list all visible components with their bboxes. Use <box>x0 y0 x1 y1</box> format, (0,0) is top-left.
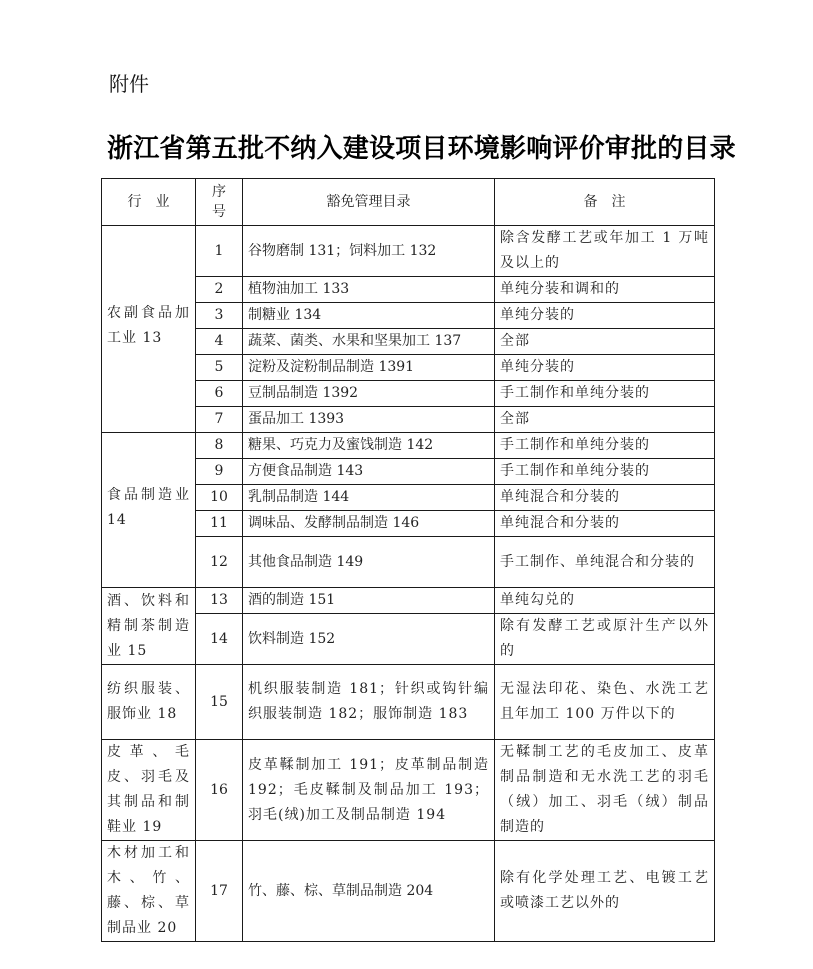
catalog-table <box>101 178 715 942</box>
row-number: 12 <box>196 537 243 588</box>
attachment-label: 附件 <box>109 72 149 96</box>
exempt-item: 淀粉及淀粉制品制造 1391 <box>243 355 495 381</box>
industry-cell: 农副食品加工业 13 <box>102 226 196 433</box>
remark: 手工制作、单纯混合和分装的 <box>495 537 715 588</box>
remark: 单纯混合和分装的 <box>495 511 715 537</box>
remark: 除含发酵工艺或年加工 1 万吨及以上的 <box>495 226 715 277</box>
header-number-line1: 序 <box>212 184 226 200</box>
remark: 单纯勾兑的 <box>495 588 715 614</box>
row-number: 1 <box>196 226 243 277</box>
row-number: 5 <box>196 355 243 381</box>
exempt-item: 机织服装制造 181；针织或钩针编织服装制造 182；服饰制造 183 <box>243 665 495 740</box>
exempt-item: 竹、藤、棕、草制品制造 204 <box>243 841 495 942</box>
row-number: 11 <box>196 511 243 537</box>
exempt-item: 酒的制造 151 <box>243 588 495 614</box>
remark: 无鞣制工艺的毛皮加工、皮革制品制造和无水洗工艺的羽毛（绒）加工、羽毛（绒）制品制造的 <box>495 740 715 841</box>
remark: 除有化学处理工艺、电镀工艺或喷漆工艺以外的 <box>495 841 715 942</box>
table-row <box>102 841 715 942</box>
row-number: 6 <box>196 381 243 407</box>
header-remarks: 备 注 <box>495 179 715 226</box>
remark: 手工制作和单纯分装的 <box>495 459 715 485</box>
remark: 无湿法印花、染色、水洗工艺且年加工 100 万件以下的 <box>495 665 715 740</box>
exempt-item: 豆制品制造 1392 <box>243 381 495 407</box>
industry-cell: 木材加工和木、竹、藤、棕、草制品业 20 <box>102 841 196 942</box>
table-row <box>102 433 715 459</box>
table-row <box>102 588 715 614</box>
remark: 手工制作和单纯分装的 <box>495 381 715 407</box>
row-number: 13 <box>196 588 243 614</box>
remark: 单纯分装和调和的 <box>495 277 715 303</box>
row-number: 8 <box>196 433 243 459</box>
industry-cell: 皮革、毛皮、羽毛及其制品和制鞋业 19 <box>102 740 196 841</box>
remark: 单纯分装的 <box>495 303 715 329</box>
exempt-item: 制糖业 134 <box>243 303 495 329</box>
exempt-item: 饮料制造 152 <box>243 614 495 665</box>
remark: 全部 <box>495 407 715 433</box>
remark: 全部 <box>495 329 715 355</box>
row-number: 2 <box>196 277 243 303</box>
exempt-item: 乳制品制造 144 <box>243 485 495 511</box>
row-number: 7 <box>196 407 243 433</box>
exempt-item: 糖果、巧克力及蜜饯制造 142 <box>243 433 495 459</box>
row-number: 3 <box>196 303 243 329</box>
remark: 单纯混合和分装的 <box>495 485 715 511</box>
row-number: 15 <box>196 665 243 740</box>
exempt-item: 皮革鞣制加工 191；皮革制品制造 192；毛皮鞣制及制品加工 193；羽毛(绒)加工及制品制造 194 <box>243 740 495 841</box>
exempt-item: 蛋品加工 1393 <box>243 407 495 433</box>
header-catalog: 豁免管理目录 <box>243 179 495 226</box>
industry-cell: 纺织服装、服饰业 18 <box>102 665 196 740</box>
remark: 手工制作和单纯分装的 <box>495 433 715 459</box>
industry-cell: 酒、饮料和精制茶制造业 15 <box>102 588 196 665</box>
header-number <box>196 179 243 226</box>
remark: 除有发酵工艺或原汁生产以外的 <box>495 614 715 665</box>
exempt-item: 植物油加工 133 <box>243 277 495 303</box>
row-number: 10 <box>196 485 243 511</box>
table-row <box>102 665 715 740</box>
industry-cell: 食品制造业 14 <box>102 433 196 588</box>
exempt-item: 其他食品制造 149 <box>243 537 495 588</box>
header-industry: 行 业 <box>102 179 196 226</box>
exempt-item: 蔬菜、菌类、水果和坚果加工 137 <box>243 329 495 355</box>
remark: 单纯分装的 <box>495 355 715 381</box>
row-number: 4 <box>196 329 243 355</box>
table-header-row <box>102 179 715 226</box>
table-row <box>102 740 715 841</box>
exempt-item: 方便食品制造 143 <box>243 459 495 485</box>
header-number-line2: 号 <box>212 204 226 220</box>
row-number: 16 <box>196 740 243 841</box>
document-title: 浙江省第五批不纳入建设项目环境影响评价审批的目录 <box>107 134 736 164</box>
row-number: 14 <box>196 614 243 665</box>
exempt-item: 调味品、发酵制品制造 146 <box>243 511 495 537</box>
row-number: 17 <box>196 841 243 942</box>
exempt-item: 谷物磨制 131；饲料加工 132 <box>243 226 495 277</box>
table-row <box>102 226 715 277</box>
row-number: 9 <box>196 459 243 485</box>
